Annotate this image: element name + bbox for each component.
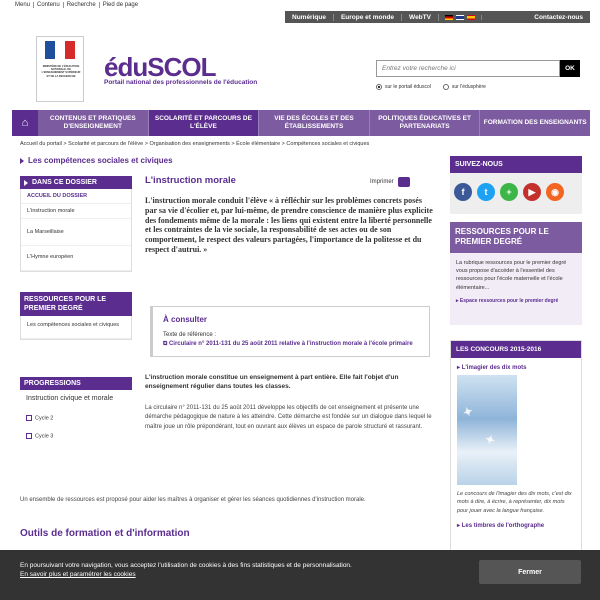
rss-icon[interactable]: ◉: [546, 183, 564, 201]
progressions-subtitle: Instruction civique et morale: [26, 395, 114, 402]
english-flag-icon[interactable]: [456, 15, 464, 20]
breadcrumb[interactable]: Accueil du portail > Scolarité et parcours de l'élève > Organisation des enseignements > École élémentaire > Compétences sociales et civiques: [20, 141, 370, 147]
topnav-webtv[interactable]: WebTV: [402, 14, 439, 21]
dossier-item-marseillaise[interactable]: La Marseillaise: [21, 219, 131, 246]
article-paragraph-2: La circulaire n° 2011-131 du 25 août 2011 développe les objectifs de cet enseignement et présente une démarche pédagogique de nature à les atteindre. Cette démarche est fondée sur un dialogue dans lequel le maître joue un rôle prépondérant, tout en ouvrant aux élèves un espace de parole structuré et rassurant.: [145, 405, 432, 430]
circulaire-link[interactable]: [163, 340, 419, 348]
left-resources-list: [20, 316, 132, 340]
article-title: L'instruction morale: [145, 175, 236, 186]
imagier-link[interactable]: [451, 358, 581, 375]
left-resources-item[interactable]: Les compétences sociales et civiques: [21, 316, 131, 339]
logo-scol: SCOL: [147, 52, 216, 82]
skip-link-search[interactable]: Recherche: [64, 2, 100, 8]
arrow-right-icon: ▸: [457, 522, 462, 529]
scope-edusphere-radio[interactable]: [443, 84, 486, 90]
home-button[interactable]: [12, 110, 38, 136]
language-flags: [439, 15, 482, 20]
tools-heading: Outils de formation et d'information: [20, 528, 190, 539]
nav-contenus[interactable]: CONTENUS ET PRATIQUES D'ENSEIGNEMENT: [38, 110, 149, 136]
ministry-name: MINISTÈRE DE L'ÉDUCATION NATIONALE, DE L'ENSEIGNEMENT SUPÉRIEUR ET DE LA RECHERCHE: [41, 65, 81, 78]
dossier-title: DANS CE DOSSIER: [32, 179, 97, 186]
dossier-item-accueil[interactable]: ACCUEIL DU DOSSIER: [21, 189, 131, 204]
section-title: [20, 156, 440, 165]
right-resources-text: La rubrique ressources pour le premier degré vous propose d'accéder à l'essentiel des ressources pour l'école maternelle et l'école élémentaire...: [456, 259, 567, 291]
logo-edu: édu: [104, 52, 148, 82]
article-paragraph-3: Un ensemble de ressources est proposé pour aider les maîtres à organiser et gérer les séances quotidiennes d'instruction morale.: [20, 497, 366, 503]
external-link-icon: ⧉: [163, 341, 169, 347]
consulter-box: [150, 306, 430, 357]
poster-decoration: ✦: [483, 431, 497, 449]
imagier-link-text: L'imagier des dix mots: [461, 365, 527, 371]
marianne-flag-icon: [45, 41, 75, 59]
site-tagline: Portail national des professionnels de l'éducation: [104, 79, 258, 86]
main-navigation: [12, 110, 590, 136]
document-icon: [26, 433, 32, 439]
plus-icon[interactable]: +: [500, 183, 518, 201]
article-intro: L'instruction morale conduit l'élève « à réfléchir sur les problèmes concrets posés par sa vie d'écolier et, par lui-même, de prendre conscience de manière plus explicite des fondements même de la morale : les liens qui existent entre la liberté personnelle et les contraintes de la vie sociale, la responsabilité de ses actes ou de son comportement, le respect des valeurs partagées, l'importance de la politesse et du respect d'autrui. »: [145, 196, 433, 254]
right-resources-link-text: Espace ressources pour le premier degré: [459, 297, 559, 304]
timbres-link[interactable]: [451, 520, 581, 531]
print-button[interactable]: [370, 177, 410, 187]
scope-edusphere-label: sur l'édusphère: [451, 84, 486, 90]
social-box: [450, 156, 582, 214]
imagier-poster[interactable]: [457, 375, 517, 485]
arrow-right-icon: ▸: [456, 297, 460, 304]
skip-links: [12, 2, 141, 8]
timbres-link-text: Les timbres de l'orthographe: [461, 522, 545, 529]
radio-selected-icon: [376, 84, 382, 90]
left-resources-header: RESSOURCES POUR LE PREMIER DEGRÉ: [20, 292, 132, 316]
right-resources-link[interactable]: [450, 298, 582, 304]
progressions-list: [20, 390, 132, 445]
facebook-icon[interactable]: f: [454, 183, 472, 201]
search-submit-button[interactable]: OK: [560, 60, 580, 77]
scope-eduscol-label: sur le portail éduscol: [385, 84, 431, 90]
scope-eduscol-radio[interactable]: [376, 84, 431, 90]
nav-vie-ecoles[interactable]: VIE DES ÉCOLES ET DES ÉTABLISSEMENTS: [259, 110, 370, 136]
circulaire-link-text: Circulaire n° 2011-131 du 25 août 2011 relative à l'instruction morale à l'école primaire: [168, 341, 413, 347]
progressions-box: [20, 377, 132, 445]
dossier-box: [20, 176, 132, 272]
dossier-header: [20, 176, 132, 189]
cookie-close-button[interactable]: Fermer: [479, 560, 581, 584]
document-icon: [26, 415, 32, 421]
cookie-banner: [0, 550, 600, 600]
top-navigation: [285, 11, 590, 23]
nav-politiques[interactable]: POLITIQUES ÉDUCATIVES ET PARTENARIATS: [370, 110, 481, 136]
consulter-title: À consulter: [163, 315, 208, 324]
progression-cycle-3[interactable]: [20, 427, 132, 445]
home-icon: ⌂: [21, 117, 29, 129]
cookie-text: En poursuivant votre navigation, vous acceptez l'utilisation de cookies à des fins statistiques et de personnalisation.: [20, 562, 352, 569]
spanish-flag-icon[interactable]: [467, 15, 475, 20]
search-box: [376, 60, 560, 77]
dossier-item-instruction-morale[interactable]: L'instruction morale: [21, 204, 131, 219]
german-flag-icon[interactable]: [445, 15, 453, 20]
progression-cycle-2[interactable]: [20, 409, 132, 427]
nav-formation[interactable]: FORMATION DES ENSEIGNANTS: [483, 118, 587, 126]
print-label: Imprimer: [370, 179, 394, 185]
twitter-icon[interactable]: t: [477, 183, 495, 201]
concours-header: LES CONCOURS 2015-2016: [451, 341, 581, 358]
right-resources-box: [450, 222, 582, 325]
topnav-numerique[interactable]: Numérique: [285, 14, 334, 21]
nav-scolarite[interactable]: SCOLARITÉ ET PARCOURS DE L'ÉLÈVE: [149, 110, 260, 136]
dossier-item-hymne[interactable]: L'Hymne européen: [21, 246, 131, 271]
cookie-settings-link[interactable]: En savoir plus et paramétrer les cookies: [20, 571, 136, 579]
arrow-right-icon: [24, 180, 28, 186]
left-resources-box: [20, 292, 132, 340]
progressions-header: PROGRESSIONS: [20, 377, 132, 390]
arrow-right-icon: [20, 158, 24, 164]
poster-decoration: ✦: [460, 403, 476, 421]
cookie-text-block: [20, 561, 380, 579]
search-scope: [376, 84, 486, 90]
right-resources-title[interactable]: RESSOURCES POUR LE PREMIER DEGRÉ: [450, 222, 582, 253]
dossier-list: [20, 189, 132, 272]
video-icon[interactable]: ▶: [523, 183, 541, 201]
skip-link-menu[interactable]: Menu: [12, 2, 34, 8]
topnav-europe[interactable]: Europe et monde: [334, 14, 402, 21]
social-icons: [450, 173, 582, 211]
radio-unselected-icon: [443, 84, 449, 90]
ministry-logo[interactable]: [36, 36, 84, 102]
concours-box: [450, 340, 582, 560]
skip-link-footer[interactable]: Pied de page: [102, 2, 139, 8]
contact-link[interactable]: Contactez-nous: [534, 13, 583, 21]
arrow-right-icon: ▸: [457, 365, 462, 371]
top-bar: [0, 0, 600, 11]
social-header: SUIVEZ-NOUS: [450, 156, 582, 173]
site-header: [12, 24, 590, 110]
progression-cycle-3-label: Cycle 3: [35, 433, 54, 440]
printer-icon: [398, 177, 410, 187]
skip-link-content[interactable]: Contenu: [34, 2, 64, 8]
concours-text: Le concours de l'imagier des dix mots, c'est dix mots à dire, à écrire, à représenter, dix mots pour jouer avec la langue française.: [457, 491, 572, 514]
progression-cycle-2-label: Cycle 2: [35, 414, 54, 421]
section-title-text: Les compétences sociales et civiques: [28, 156, 173, 165]
search-input[interactable]: [377, 61, 559, 76]
consulter-ref-label: Texte de référence :: [163, 332, 217, 338]
article-paragraph-1: L'instruction morale constitue un enseignement à part entière. Elle fait l'objet d'un enseignement régulier dans toutes les classes.: [145, 374, 399, 391]
